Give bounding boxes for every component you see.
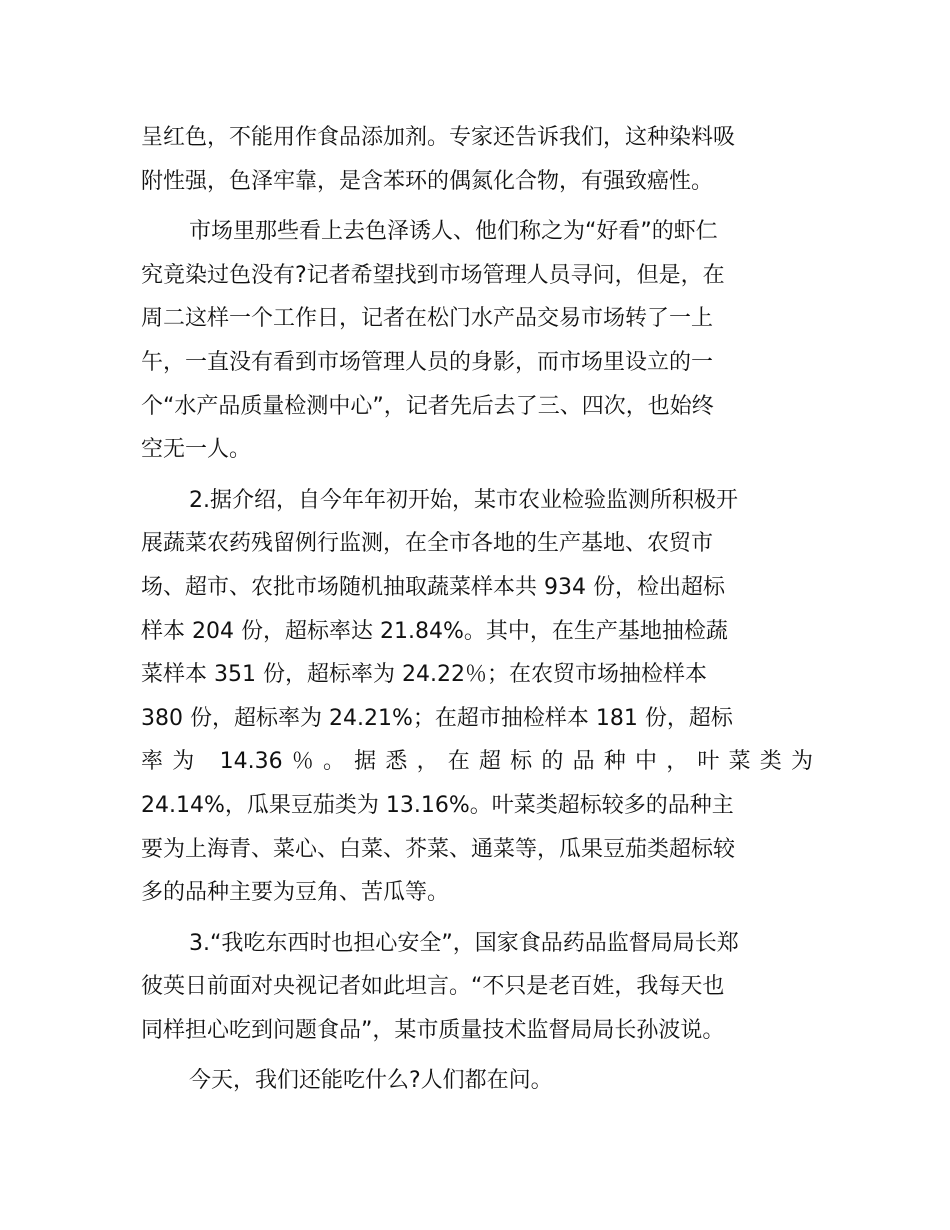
text-line: 率为 14.36％。据悉，在超标的品种中，叶菜类为: [141, 749, 813, 775]
body-text: [141, 116, 813, 1110]
text-line: 380 份，超标率为 24.21%；在超市抽检样本 181 份，超标: [141, 705, 733, 731]
text-line: 个“水产品质量检测中心”，记者先后去了三、四次，也始终: [141, 393, 714, 419]
paragraph-dye-description: [141, 116, 813, 203]
text-line: 菜样本 351 份，超标率为 24.22％；在农贸市场抽检样本: [141, 662, 707, 688]
text-line: 场、超市、农批市场随机抽取蔬菜样本共 934 份，检出超标: [141, 574, 725, 600]
text-line: 午，一直没有看到市场管理人员的身影，而市场里设立的一: [141, 349, 714, 375]
text-line: 2.据介绍，自今年年初开始，某市农业检验监测所积极开: [189, 487, 738, 513]
text-line: 24.14%，瓜果豆茄类为 13.16%。叶菜类超标较多的品种主: [141, 792, 734, 818]
text-line: 究竟染过色没有?记者希望找到市场管理人员寻问，但是，在: [141, 262, 725, 288]
text-line: 呈红色，不能用作食品添加剂。专家还告诉我们，这种染料吸: [141, 125, 736, 150]
paragraph-market-inspection: [141, 210, 813, 472]
text-line: 多的品种主要为豆角、苦瓜等。: [141, 880, 450, 906]
text-line: 3.“我吃东西时也担心安全”，国家食品药品监督局局长郑: [189, 930, 739, 956]
text-line: 附性强，色泽牢靠，是含苯环的偶氮化合物，有强致癌性。: [141, 168, 714, 194]
text-line: 要为上海青、菜心、白菜、芥菜、通菜等，瓜果豆茄类超标较: [141, 836, 736, 862]
paragraph-official-quotes: [141, 922, 813, 1053]
text-line: 样本 204 份，超标率达 21.84%。其中，在生产基地抽检蔬: [141, 618, 728, 644]
text-line: 今天，我们还能吃什么?人们都在问。: [189, 1068, 553, 1094]
text-line: 同样担心吃到问题食品”，某市质量技术监督局局长孙波说。: [141, 1017, 725, 1043]
text-line: 空无一人。: [141, 437, 252, 463]
paragraph-pesticide-monitoring: [141, 479, 813, 915]
text-line: 市场里那些看上去色泽诱人、他们称之为“好看”的虾仁: [189, 219, 718, 245]
text-line: 展蔬菜农药残留例行监测，在全市各地的生产基地、农贸市: [141, 531, 714, 557]
paragraph-closing-question: [141, 1059, 813, 1103]
text-line: 彼英日前面对央视记者如此坦言。“不只是老百姓，我每天也: [141, 974, 725, 1000]
text-line: 周二这样一个工作日，记者在松门水产品交易市场转了一上: [141, 306, 714, 332]
